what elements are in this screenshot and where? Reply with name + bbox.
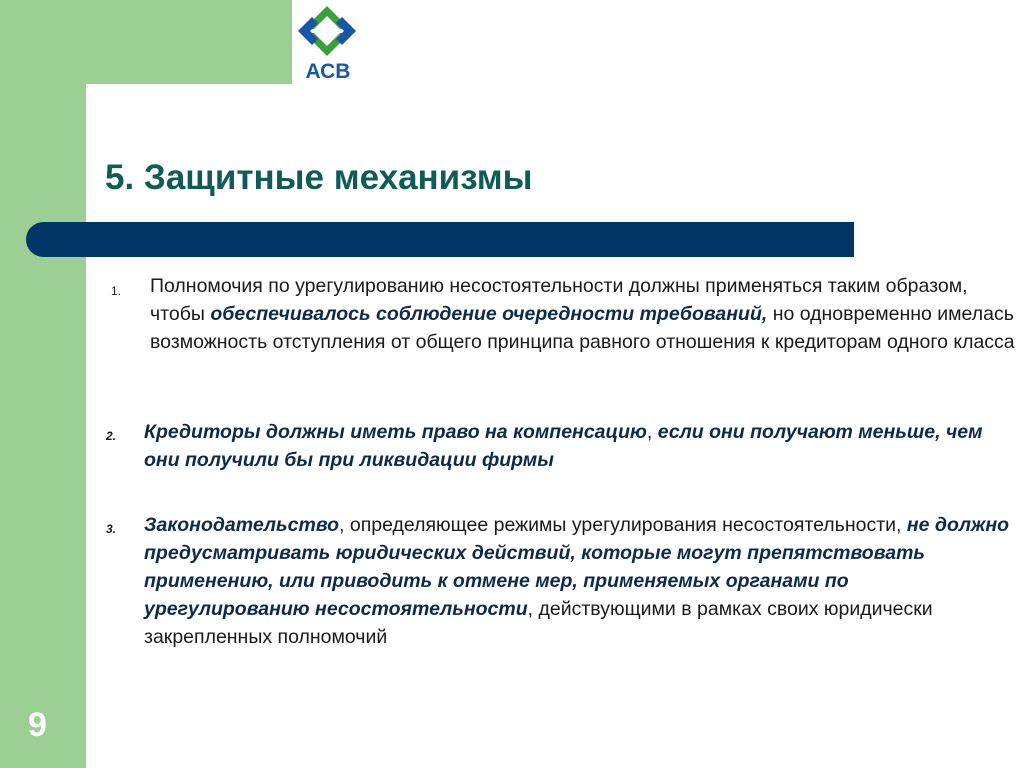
- header-green-band: [0, 0, 292, 84]
- list-item: Полномочия по урегулированию несостоятельности должны применяться таким образом, чтобы обеспечивалось соблюдение очередности требований, но одновременно имелась возможность отступления от общего принципа равного отношения к кредиторам одного класса: [150, 275, 1015, 353]
- title-underline-bar: [26, 222, 854, 257]
- asv-diamond-logo-icon: [294, 2, 360, 60]
- page-number: 9: [28, 706, 47, 744]
- sidebar-green: [0, 0, 86, 768]
- page-title: 5. Защитные механизмы: [105, 158, 533, 197]
- list-item: Законодательство, определяющее режимы урегулирования несостоятельности, не должно предусматривать юридических действий, которые могут препятствовать применению, или приводить к отмене мер, применяемых органами по урегулированию несостоятельности, действующими в рамках своих юридически закрепленных полномочий: [144, 514, 1010, 648]
- list-number: 3.: [106, 522, 117, 536]
- logo: [292, 0, 364, 84]
- logo-text: АСВ: [305, 60, 351, 83]
- list-item: Кредиторы должны иметь право на компенсацию, если они получают меньше, чем они получили бы при ликвидации фирмы: [144, 421, 983, 471]
- list-number: 1.: [111, 284, 122, 298]
- list-number: 2.: [106, 429, 117, 443]
